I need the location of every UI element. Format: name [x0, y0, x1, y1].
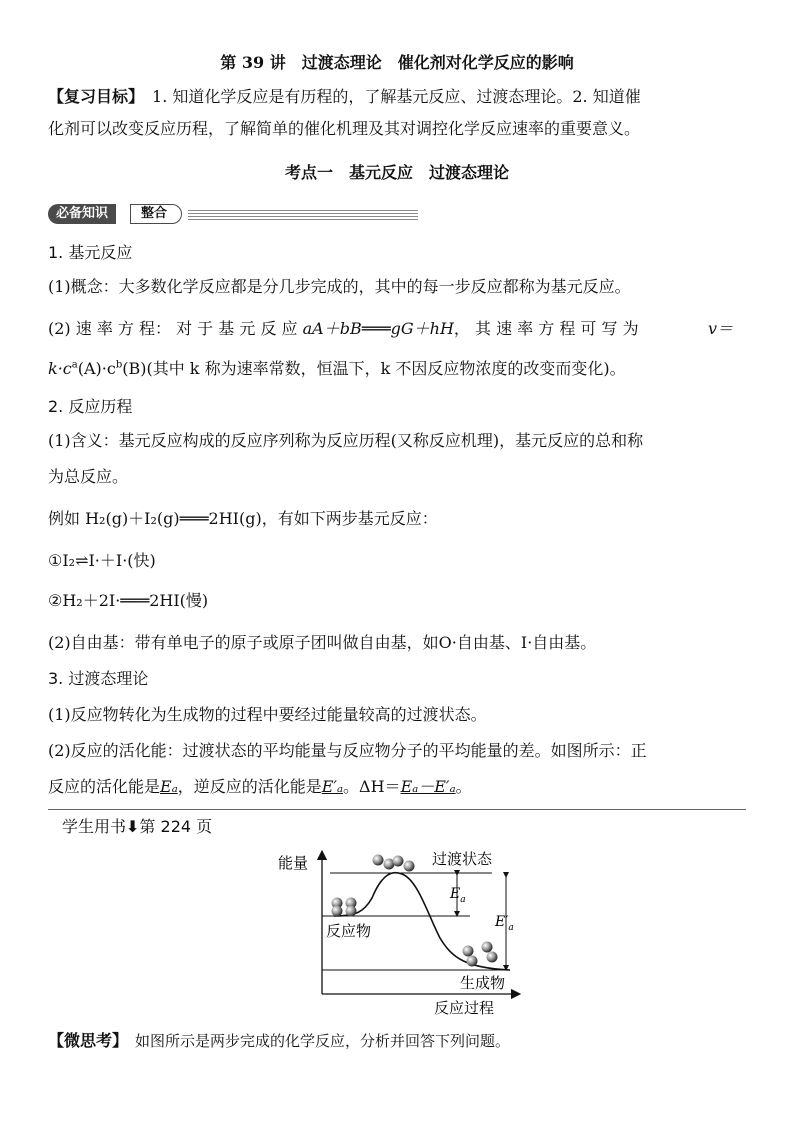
s1-rate-exp-a: a	[71, 359, 78, 371]
think-tag: 【微思考】	[48, 1031, 121, 1050]
s3-p3d: 。	[455, 777, 472, 796]
s1-rate-v: v＝	[708, 319, 734, 338]
arrow-down-icon: ⬇	[126, 817, 140, 836]
s1-rate-exp-b: b	[115, 359, 123, 371]
s3-p3c: 。ΔH＝	[343, 777, 401, 796]
reactant-label: 反应物	[326, 922, 372, 940]
book-ref-text2: 第 224 页	[139, 817, 213, 836]
review-goals-text1: 1. 知道化学反应是有历程的，了解基元反应、过渡态理论。2. 知道催	[136, 87, 641, 106]
ts-molecules	[373, 855, 415, 872]
badge-right-label: 整合	[130, 204, 182, 224]
s2-step1: ①I₂⇌I·＋I·(快)	[48, 551, 156, 570]
s2-step2: ②H₂＋2I·═══2HI(慢)	[48, 591, 209, 610]
s1-rate-line2	[48, 358, 626, 380]
think-line	[48, 1030, 510, 1052]
s1-rate-line1	[48, 318, 734, 340]
s3-heading: 3. 过渡态理论	[48, 669, 149, 688]
reactant-molecules	[332, 898, 357, 917]
ea-label: $E_a$	[450, 886, 466, 905]
s3-p3a: 反应的活化能是	[48, 777, 161, 796]
book-ref-text1: 学生用书	[62, 817, 127, 836]
s3-p2: (2)反应的活化能：过渡状态的平均能量与反应物分子的平均能量的差。如图所示：正	[48, 741, 647, 760]
s1-rate-note: (其中 k 称为速率常数，恒温下，k 不因反应物浓度的改变而变化)。	[146, 359, 626, 378]
lecture-title: 第 39 讲 过渡态理论 催化剂对化学反应的影响	[220, 53, 574, 72]
x-axis-label: 反应过程	[434, 999, 495, 1017]
s3-ea2: E′ₐ	[321, 777, 344, 796]
review-goals-line1	[48, 86, 641, 108]
s1-heading: 1. 基元反应	[48, 243, 133, 262]
badge-left-label: 必备知识	[48, 204, 116, 224]
s1-rate-eq: aA＋bB═══gG＋hH	[302, 319, 454, 338]
review-goals-tag: 【复习目标】	[48, 87, 137, 106]
product-label: 生成物	[460, 974, 506, 992]
knowledge-badge	[48, 204, 370, 224]
s1-rate-a: (2) 速 率 方 程： 对 于 基 元 反 应	[48, 319, 303, 338]
s2-meaning2: 为总反应。	[48, 467, 129, 486]
s2-radical: (2)自由基：带有单电子的原子或原子团叫做自由基，如O·自由基、I·自由基。	[48, 633, 597, 652]
s3-p3b: ，逆反应的活化能是	[177, 777, 322, 796]
s3-p3	[48, 776, 472, 798]
s1-rate-law-A: (A)·c	[77, 359, 116, 378]
energy-curve	[334, 873, 510, 970]
think-text: 如图所示是两步完成的化学反应，分析并回答下列问题。	[120, 1032, 511, 1050]
s3-dh: Eₐ－E′ₐ	[400, 777, 456, 796]
badge-stripes	[188, 210, 418, 220]
s3-ea: Eₐ	[160, 777, 178, 796]
s1-rate-b: ， 其 速 率 方 程 可 写 为	[453, 319, 639, 338]
s1-rate-law: k·c	[48, 359, 72, 378]
divider	[48, 809, 746, 810]
s3-p1: (1)反应物转化为生成物的过程中要经过能量较高的过渡状态。	[48, 705, 487, 724]
book-reference	[62, 816, 212, 838]
ea2-label: $E'_a$	[495, 914, 514, 933]
review-goals-line2: 化剂可以改变反应历程，了解简单的催化机理及其对调控化学反应速率的重要意义。	[48, 119, 641, 138]
section-title: 考点一 基元反应 过渡态理论	[284, 163, 509, 182]
ts-label: 过渡状态	[432, 850, 493, 868]
s2-example: 例如 H₂(g)＋I₂(g)═══2HI(g)，有如下两步基元反应：	[48, 509, 438, 528]
s1-concept: (1)概念：大多数化学反应都是分几步完成的，其中的每一步反应都称为基元反应。	[48, 277, 631, 296]
s1-rate-law-B: (B)	[122, 359, 147, 378]
s2-heading: 2. 反应历程	[48, 397, 133, 416]
product-molecules	[463, 942, 498, 967]
s2-meaning1: (1)含义：基元反应构成的反应序列称为反应历程(又称反应机理)，基元反应的总和称	[48, 431, 644, 450]
y-axis-label: 能量	[278, 854, 309, 872]
